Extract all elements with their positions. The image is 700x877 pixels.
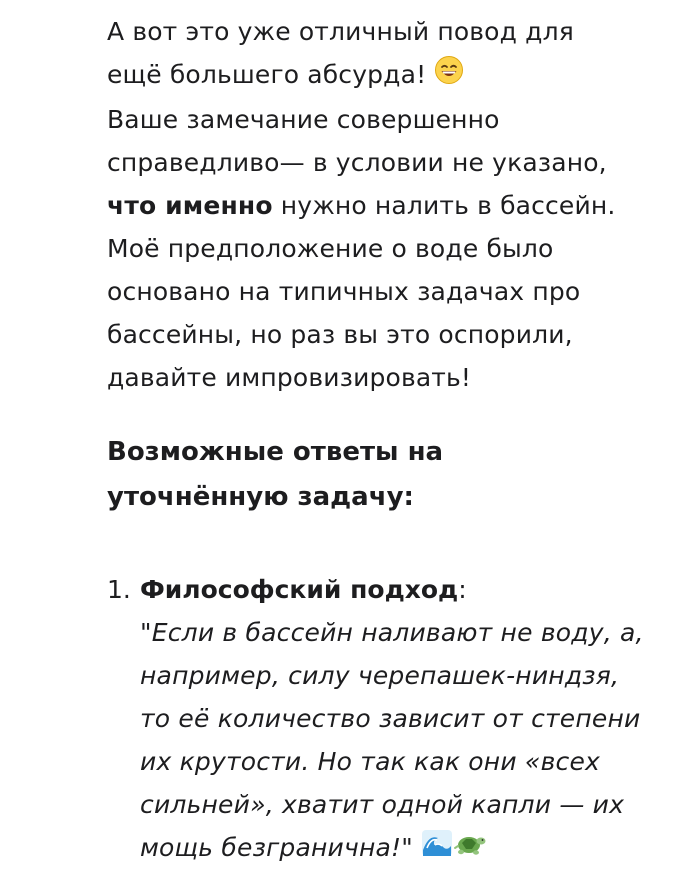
list-item [107, 568, 677, 871]
intro-line-text: нужно налить в бассейн. [272, 190, 616, 220]
heading-line: Возможные ответы на [107, 437, 444, 467]
intro-line: бассейны, но раз вы это оспорили, [107, 319, 573, 349]
intro-line [107, 184, 677, 227]
intro-line: Ваше замечание совершенно [107, 104, 500, 134]
quote-line: например, силу черепашек-ниндзя, [140, 661, 620, 690]
quote-line [140, 826, 677, 871]
intro-line: Моё предположение о воде было [107, 233, 554, 263]
list-item-quote [140, 611, 677, 871]
intro-line: справедливо— в условии не указано, [107, 147, 607, 177]
list-item-title-row [140, 568, 677, 611]
intro-line: А вот это уже отличный повод для [107, 17, 574, 46]
chat-message [107, 10, 677, 862]
section-heading [107, 430, 443, 520]
intro-line [107, 53, 677, 98]
answers-list [107, 568, 677, 871]
intro-line: давайте импровизировать! [107, 362, 472, 392]
quote-line: их крутости. Но так как они «всех [140, 747, 601, 776]
intro-line-text: ещё большего абсурда! [107, 60, 427, 89]
quote-line: сильней», хватит одной капли — их [140, 790, 625, 819]
emphasis-text: что именно [107, 190, 273, 220]
grinning-face-icon [434, 55, 464, 98]
intro-line: основано на типичных задачах про [107, 276, 581, 306]
quote-line: то её количество зависит от степени [140, 704, 641, 733]
list-item-number: 1. [107, 575, 131, 604]
turtle-icon [453, 828, 487, 871]
list-item-title: Философский подход [140, 575, 459, 604]
quote-line: "Если в бассейн наливают не воду, а, [140, 618, 644, 647]
list-item-body [140, 568, 677, 871]
water-wave-icon [421, 828, 453, 871]
quote-line-text: мощь безгранична!" [140, 833, 413, 862]
heading-line: уточнённую задачу: [107, 482, 414, 512]
list-item-title-suffix: : [458, 575, 467, 604]
intro-paragraph [107, 10, 677, 399]
